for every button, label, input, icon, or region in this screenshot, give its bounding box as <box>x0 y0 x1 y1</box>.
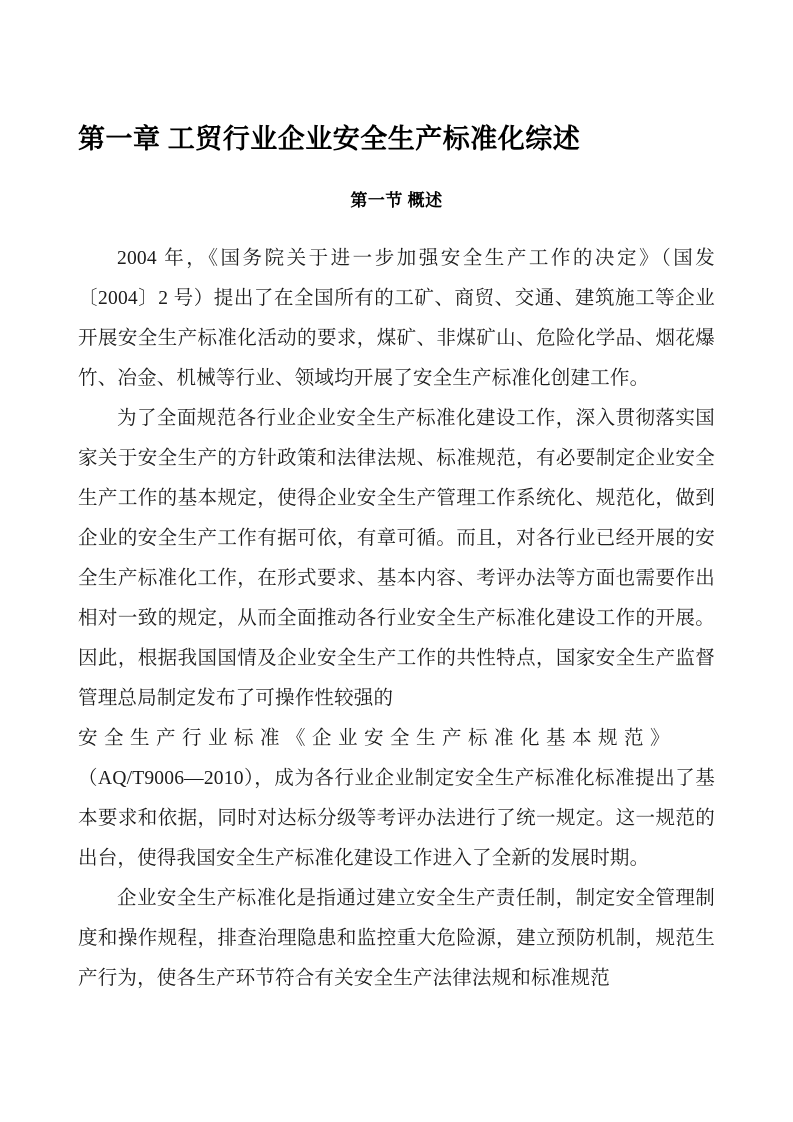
body-text <box>78 211 715 999</box>
paragraph-2-part-2: （AQ/T9006—2010），成为各行业企业制定安全生产标准化标准提出了基本要求和依据，同时对达标分级等考评办法进行了统一规定。这一规范的出台，使得我国安全生产标准化建设工作进入了全新的发展时期。 <box>78 768 715 869</box>
paragraph-2-part-1: 为了全面规范各行业企业安全生产标准化建设工作，深入贯彻落实国家关于安全生产的方针政策和法律法规、标准规范，有必要制定企业安全生产工作的基本规定，使得企业安全生产管理工作系统化、规范化，做到企业的安全生产工作有据可依，有章可循。而且，对各行业已经开展的安全生产标准化工作，在形式要求、基本内容、考评办法等方面也需要作出相对一致的规定，从而全面推动各行业安全生产标准化建设工作的开展。因此，根据我国国情及企业安全生产工作的共性特点，国家安全生产监督管理总局制定发布了可操作性较强的 <box>78 408 715 709</box>
paragraph-1: 2004 年，《国务院关于进一步加强安全生产工作的决定》（国发〔2004〕2 号）提出了在全国所有的工矿、商贸、交通、建筑施工等企业开展安全生产标准化活动的要求，煤矿、非煤矿山、危险化学品、烟花爆竹、冶金、机械等行业、领域均开展了安全生产标准化创建工作。 <box>78 248 715 389</box>
section-heading: 第一节 概述 <box>350 191 443 210</box>
standard-title-line: 安全生产行业标准《企业安全生产标准化基本规范》 <box>78 728 677 749</box>
paragraph-3: 企业安全生产标准化是指通过建立安全生产责任制，制定安全管理制度和操作规程，排查治理隐患和监控重大危险源，建立预防机制，规范生产行为，使各生产环节符合有关安全生产法律法规和标准规范 <box>78 888 715 989</box>
page-content <box>78 0 715 999</box>
chapter-title: 第一章 工贸行业企业安全生产标准化综述 <box>78 124 581 154</box>
